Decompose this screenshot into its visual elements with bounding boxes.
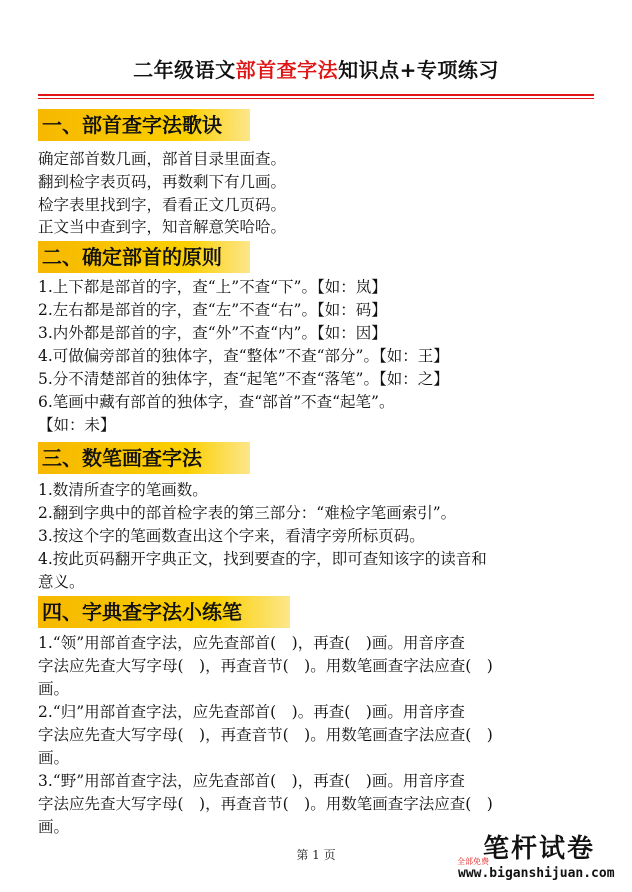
title-underline-thin: [38, 98, 594, 99]
s4-line: 字法应先查大写字母( )，再查音节( )。用数笔画查字法应查( ): [38, 726, 493, 744]
s4-line: 画。: [38, 749, 70, 767]
title-post: 知识点+专项练习: [338, 58, 499, 82]
s1-line: 正文当中查到字，知音解意笑哈哈。: [38, 218, 287, 236]
title-pre: 二年级语文: [133, 58, 236, 82]
section-heading-2: 二、确定部首的原则: [38, 241, 250, 273]
s1-line: 确定部首数几画，部首目录里面查。: [38, 150, 287, 168]
title-underline: [38, 94, 594, 96]
s2-line: 1.上下都是部首的字，查“上”不查“下”。【如：岚】: [38, 278, 387, 296]
s3-line: 意义。: [38, 573, 85, 591]
s4-line: 2.“归”用部首查字法，应先查部首( )。再查( )画。用音序查: [38, 703, 465, 721]
s3-line: 4.按此页码翻开字典正文，找到要查的字，即可查知该字的读音和: [38, 550, 487, 568]
section-heading-1: 一、部首查字法歌诀: [38, 109, 250, 141]
page-title: [0, 48, 632, 92]
s4-line: 字法应先查大写字母( )，再查音节( )。用数笔画查字法应查( ): [38, 795, 493, 813]
s2-line: 3.内外都是部首的字，查“外”不查“内”。【如：因】: [38, 324, 387, 342]
brand-logo-text: 笔杆试卷: [483, 834, 596, 864]
title-highlight: 部首查字法: [235, 58, 339, 82]
s4-line: 3.“野”用部首查字法，应先查部首( )，再查( )画。用音序查: [38, 772, 465, 790]
s4-line: 画。: [38, 680, 70, 698]
s2-line: 【如：未】: [38, 416, 116, 434]
s3-line: 1.数清所查字的笔画数。: [38, 481, 208, 499]
s4-line: 画。: [38, 818, 70, 836]
brand-tagline: 全部免费: [457, 857, 489, 866]
page-number: 第 1 页: [296, 848, 336, 862]
s1-line: 翻到检字表页码，再数剩下有几画。: [38, 173, 287, 191]
s4-line: 字法应先查大写字母( )，再查音节( )。用数笔画查字法应查( ): [38, 657, 493, 675]
s3-line: 3.按这个字的笔画数查出这个字来，看清字旁所标页码。: [38, 527, 425, 545]
s2-line: 2.左右都是部首的字，查“左”不查“右”。【如：码】: [38, 301, 387, 319]
s4-line: 1.“领”用部首查字法，应先查部首( )，再查( )画。用音序查: [38, 634, 465, 652]
s2-line: 5.分不清楚部首的独体字，查“起笔”不查“落笔”。【如：之】: [38, 370, 449, 388]
s2-line: 6.笔画中藏有部首的独体字，查“部首”不查“起笔”。: [38, 393, 395, 411]
section-heading-3: 三、数笔画查字法: [38, 442, 250, 474]
s1-line: 检字表里找到字，看看正文几页码。: [38, 196, 287, 214]
section-heading-4: 四、字典查字法小练笔: [38, 596, 290, 628]
brand-url: www.biganshijuan.com: [458, 866, 615, 881]
s3-line: 2.翻到字典中的部首检字表的第三部分：“难检字笔画索引”。: [38, 504, 457, 522]
s2-line: 4.可做偏旁部首的独体字，查“整体”不查“部分”。【如：王】: [38, 347, 449, 365]
